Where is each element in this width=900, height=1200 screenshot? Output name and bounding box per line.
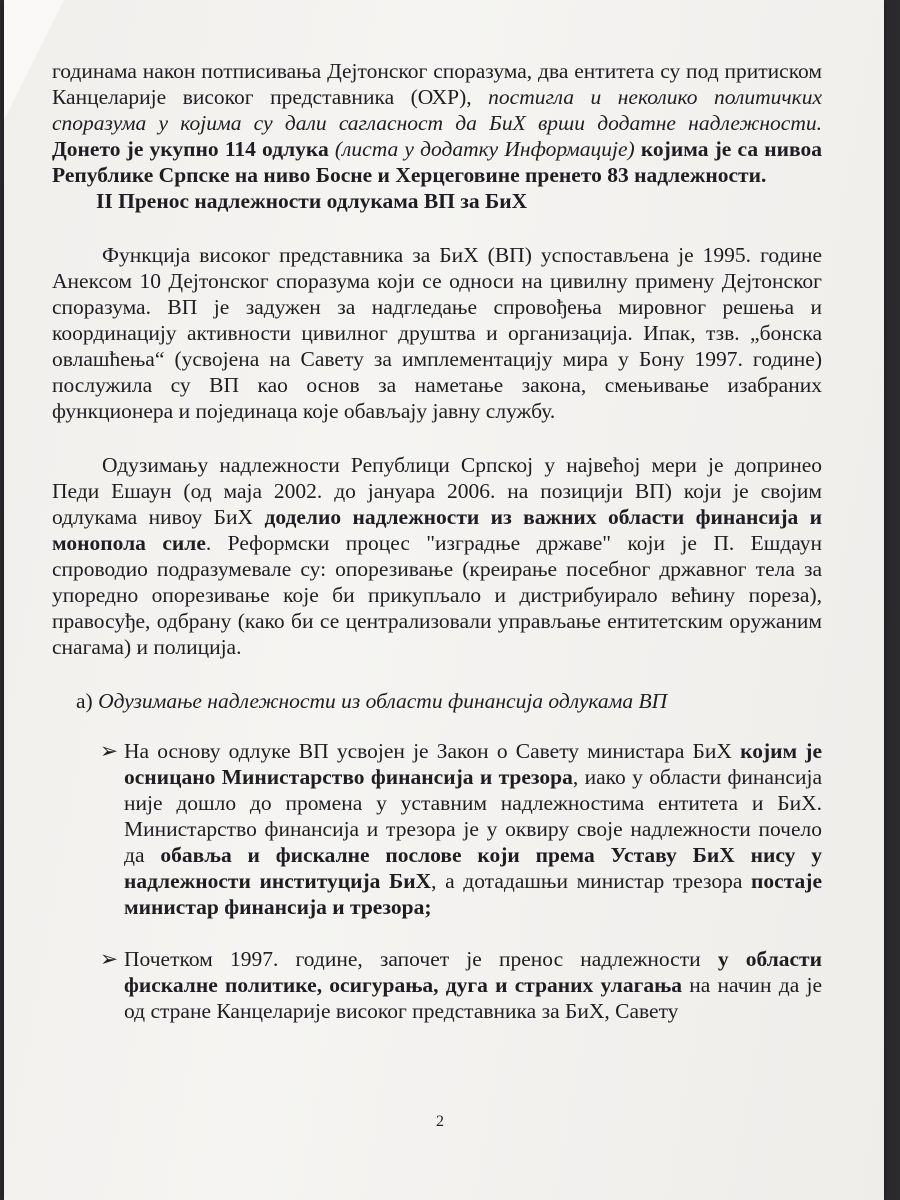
arrow-bullet-icon: ➢ — [100, 947, 119, 971]
paragraph-ashdown: Одузимању надлежности Републици Српској у највећој мери је допринео Педи Ешаун (од маја 2002. до јануара 2006. на позицији ВП) који је својим одлукама нивоу БиХ доделио надлежности из важних области финансија и монопола силе. Реформски процес "изградње државе" који је П. Ешдаун спроводио подразумевале су: опорезивање (креирање посебног државног тела за упоредно опорезивање које би прикупљало и дистрибуирало већину пореза), правосуђе, одбрану (како би се централизовали управљање ентитетским оружаним снагама) и полиција. — [52, 453, 822, 659]
intro-paragraph: годинама након потписивања Дејтонског споразума, два ентитета су под притиском Канцеларије високог представника (ОХР), постигла и неколико политичких споразума у којима су дали сагласност да БиХ врши додатне надлежности. Донето је укупно 114 одлука (листа у додатку Информације) којима је са нивоа Републике Српске на ниво Босне и Херцеговине пренето 83 надлежности. — [52, 59, 823, 187]
document-body — [52, 58, 822, 1050]
subheading-finance: а) Одузимање надлежности из области финансија одлукама ВП — [76, 689, 668, 713]
section-heading: II Пренос надлежности одлукама ВП за БиХ — [96, 189, 528, 213]
bullet-item-fiscal-policy: ➢ Почетком 1997. године, започет је пренос надлежности у области фискалне политике, осигурања, дуга и страних улагања на начин да је од стране Канцеларије високог представника за БиХ, Савету — [100, 947, 823, 1023]
paragraph-high-representative: Функција високог представника за БиХ (ВП) успостављена је 1995. године Анексом 10 Дејтонског споразума који се односи на цивилну примену Дејтонског споразума. ВП је задужен за надгледање спровођења мировног решења и координацију активности цивилног друштва и организација. Ипак, тзв. „бонска овлашћења“ (усвојена на Савету за имплементацију мира у Бону 1997. године) послужила су ВП као основ за наметање закона, смењивање изабраних функционера и појединаца које обављају јавну службу. — [52, 243, 822, 423]
bullet-item-ministry: ➢ На основу одлуке ВП усвојен је Закон о Савету министара БиХ којим је осницано Министарство финансија и трезора, иако у области финансија није дошло до промена у уставним надлежностима ентитета и БиХ. Министарство финансија и трезора је у оквиру своје надлежности почело да обавља и фискалне послове који према Уставу БиХ нису у надлежности институција БиХ, а дотадашњи министар трезора постаје министар финансија и трезора; — [100, 739, 823, 919]
arrow-bullet-icon: ➢ — [100, 739, 119, 763]
document-page — [4, 0, 884, 1200]
page-number: 2 — [436, 1113, 444, 1130]
